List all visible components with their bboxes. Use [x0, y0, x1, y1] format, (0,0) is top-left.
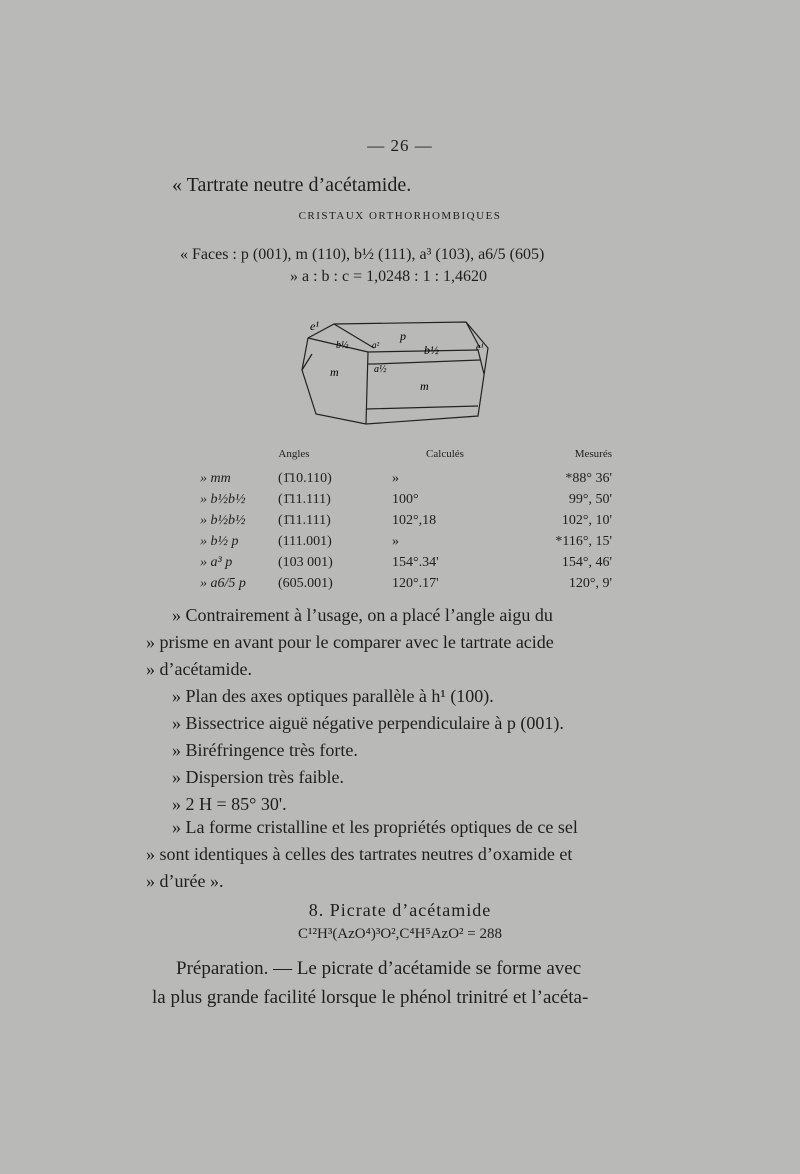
section-formula: C¹²H³(AzO⁴)³O²,C⁴H⁵AzO² = 288	[297, 926, 503, 942]
angle-symbol: » mm	[200, 470, 231, 486]
fig-label-e1-right: e¹	[476, 342, 484, 353]
angle-symbol: » b½b½	[200, 491, 246, 507]
angle-indices: (111.001)	[278, 533, 332, 549]
remark-paragraph	[146, 602, 554, 683]
header-angles: Angles	[278, 448, 310, 460]
header-mesures: Mesurés	[574, 448, 612, 460]
calculated-value: 120°.17'	[392, 575, 439, 591]
angle-symbol: » a³ p	[200, 554, 233, 570]
text-line: » La forme cristalline et les propriétés optiques de ce sel	[172, 817, 578, 837]
measured-value: 99°, 50'	[568, 491, 612, 507]
axial-ratio-line: » a : b : c = 1,0248 : 1 : 1,4620	[290, 268, 488, 285]
calculated-value: 102°,18	[392, 512, 437, 528]
table-row	[200, 510, 612, 531]
calculated-value: 100°	[392, 491, 419, 507]
fig-label-b-half-left: b½	[336, 340, 349, 351]
measured-value: *116°, 15'	[555, 533, 612, 549]
fig-label-b-half-right: b½	[424, 343, 439, 357]
section-title: 8. Picrate d’acétamide	[308, 900, 492, 920]
measured-value: 102°, 10'	[561, 512, 612, 528]
optical-properties-list	[172, 683, 564, 818]
text-line: » prisme en avant pour le comparer avec le tartrate acide	[146, 632, 554, 652]
fig-label-m-left: m	[330, 365, 339, 379]
conclusion-paragraph	[146, 814, 578, 895]
text-line: » Bissectrice aiguë négative perpendiculaire à p (001).	[172, 713, 564, 733]
angle-indices: (1̄11.111)	[278, 512, 331, 528]
calculated-value: »	[392, 470, 399, 486]
text-line: » Contrairement à l’usage, on a placé l’angle aigu du	[172, 605, 553, 625]
angle-indices: (1̄10.110)	[278, 470, 332, 486]
table-row	[200, 489, 612, 510]
text-line: la plus grande facilité lorsque le phénol trinitré et l’acéta-	[152, 987, 589, 1008]
fig-label-e1: e¹	[310, 319, 319, 333]
table-row	[200, 573, 612, 594]
text-line: » sont identiques à celles des tartrates neutres d’oxamide et	[146, 844, 573, 864]
crystal-system-heading: CRISTAUX ORTHORHOMBIQUES	[298, 210, 502, 222]
table-row	[200, 531, 612, 552]
measured-value: 120°, 9'	[568, 575, 612, 591]
compound-title: « Tartrate neutre d’acétamide.	[172, 174, 412, 196]
angle-indices: (103 001)	[278, 554, 333, 570]
angle-symbol: » a6/5 p	[200, 575, 246, 591]
calculated-value: 154°.34'	[392, 554, 439, 570]
calculated-value: »	[392, 533, 399, 549]
preparation-paragraph	[152, 954, 588, 1012]
measured-value: *88° 36'	[565, 470, 612, 486]
page-number: — 26 —	[367, 136, 433, 155]
text-line: Préparation. — Le picrate d’acétamide se forme avec	[176, 958, 582, 979]
angle-indices: (1̄11.111)	[278, 491, 331, 507]
header-calcules: Calculés	[426, 448, 464, 460]
angle-indices: (605.001)	[278, 575, 333, 591]
text-line: » Dispersion très faible.	[172, 767, 344, 787]
text-line: » 2 H = 85° 30'.	[172, 794, 287, 814]
text-line: » Biréfringence très forte.	[172, 740, 358, 760]
crystal-figure	[298, 314, 498, 434]
fig-label-p: p	[400, 329, 406, 343]
text-line: » Plan des axes optiques parallèle à h¹ (100).	[172, 686, 494, 706]
measured-value: 154°, 46'	[561, 554, 612, 570]
fig-label-m-center: m	[420, 379, 429, 393]
fig-label-a2: a²	[372, 340, 380, 350]
table-row	[200, 468, 612, 489]
angle-symbol: » b½ p	[200, 533, 239, 549]
angle-symbol: » b½b½	[200, 512, 246, 528]
table-row	[200, 552, 612, 573]
table-header-row	[200, 448, 612, 468]
angles-table	[200, 448, 612, 594]
fig-label-a-half-three: a½	[374, 364, 387, 375]
text-line: » d’acétamide.	[146, 659, 252, 679]
faces-line: « Faces : p (001), m (110), b½ (111), a³ (103), a6/5 (605)	[180, 246, 545, 263]
text-line: » d’urée ».	[146, 871, 224, 891]
